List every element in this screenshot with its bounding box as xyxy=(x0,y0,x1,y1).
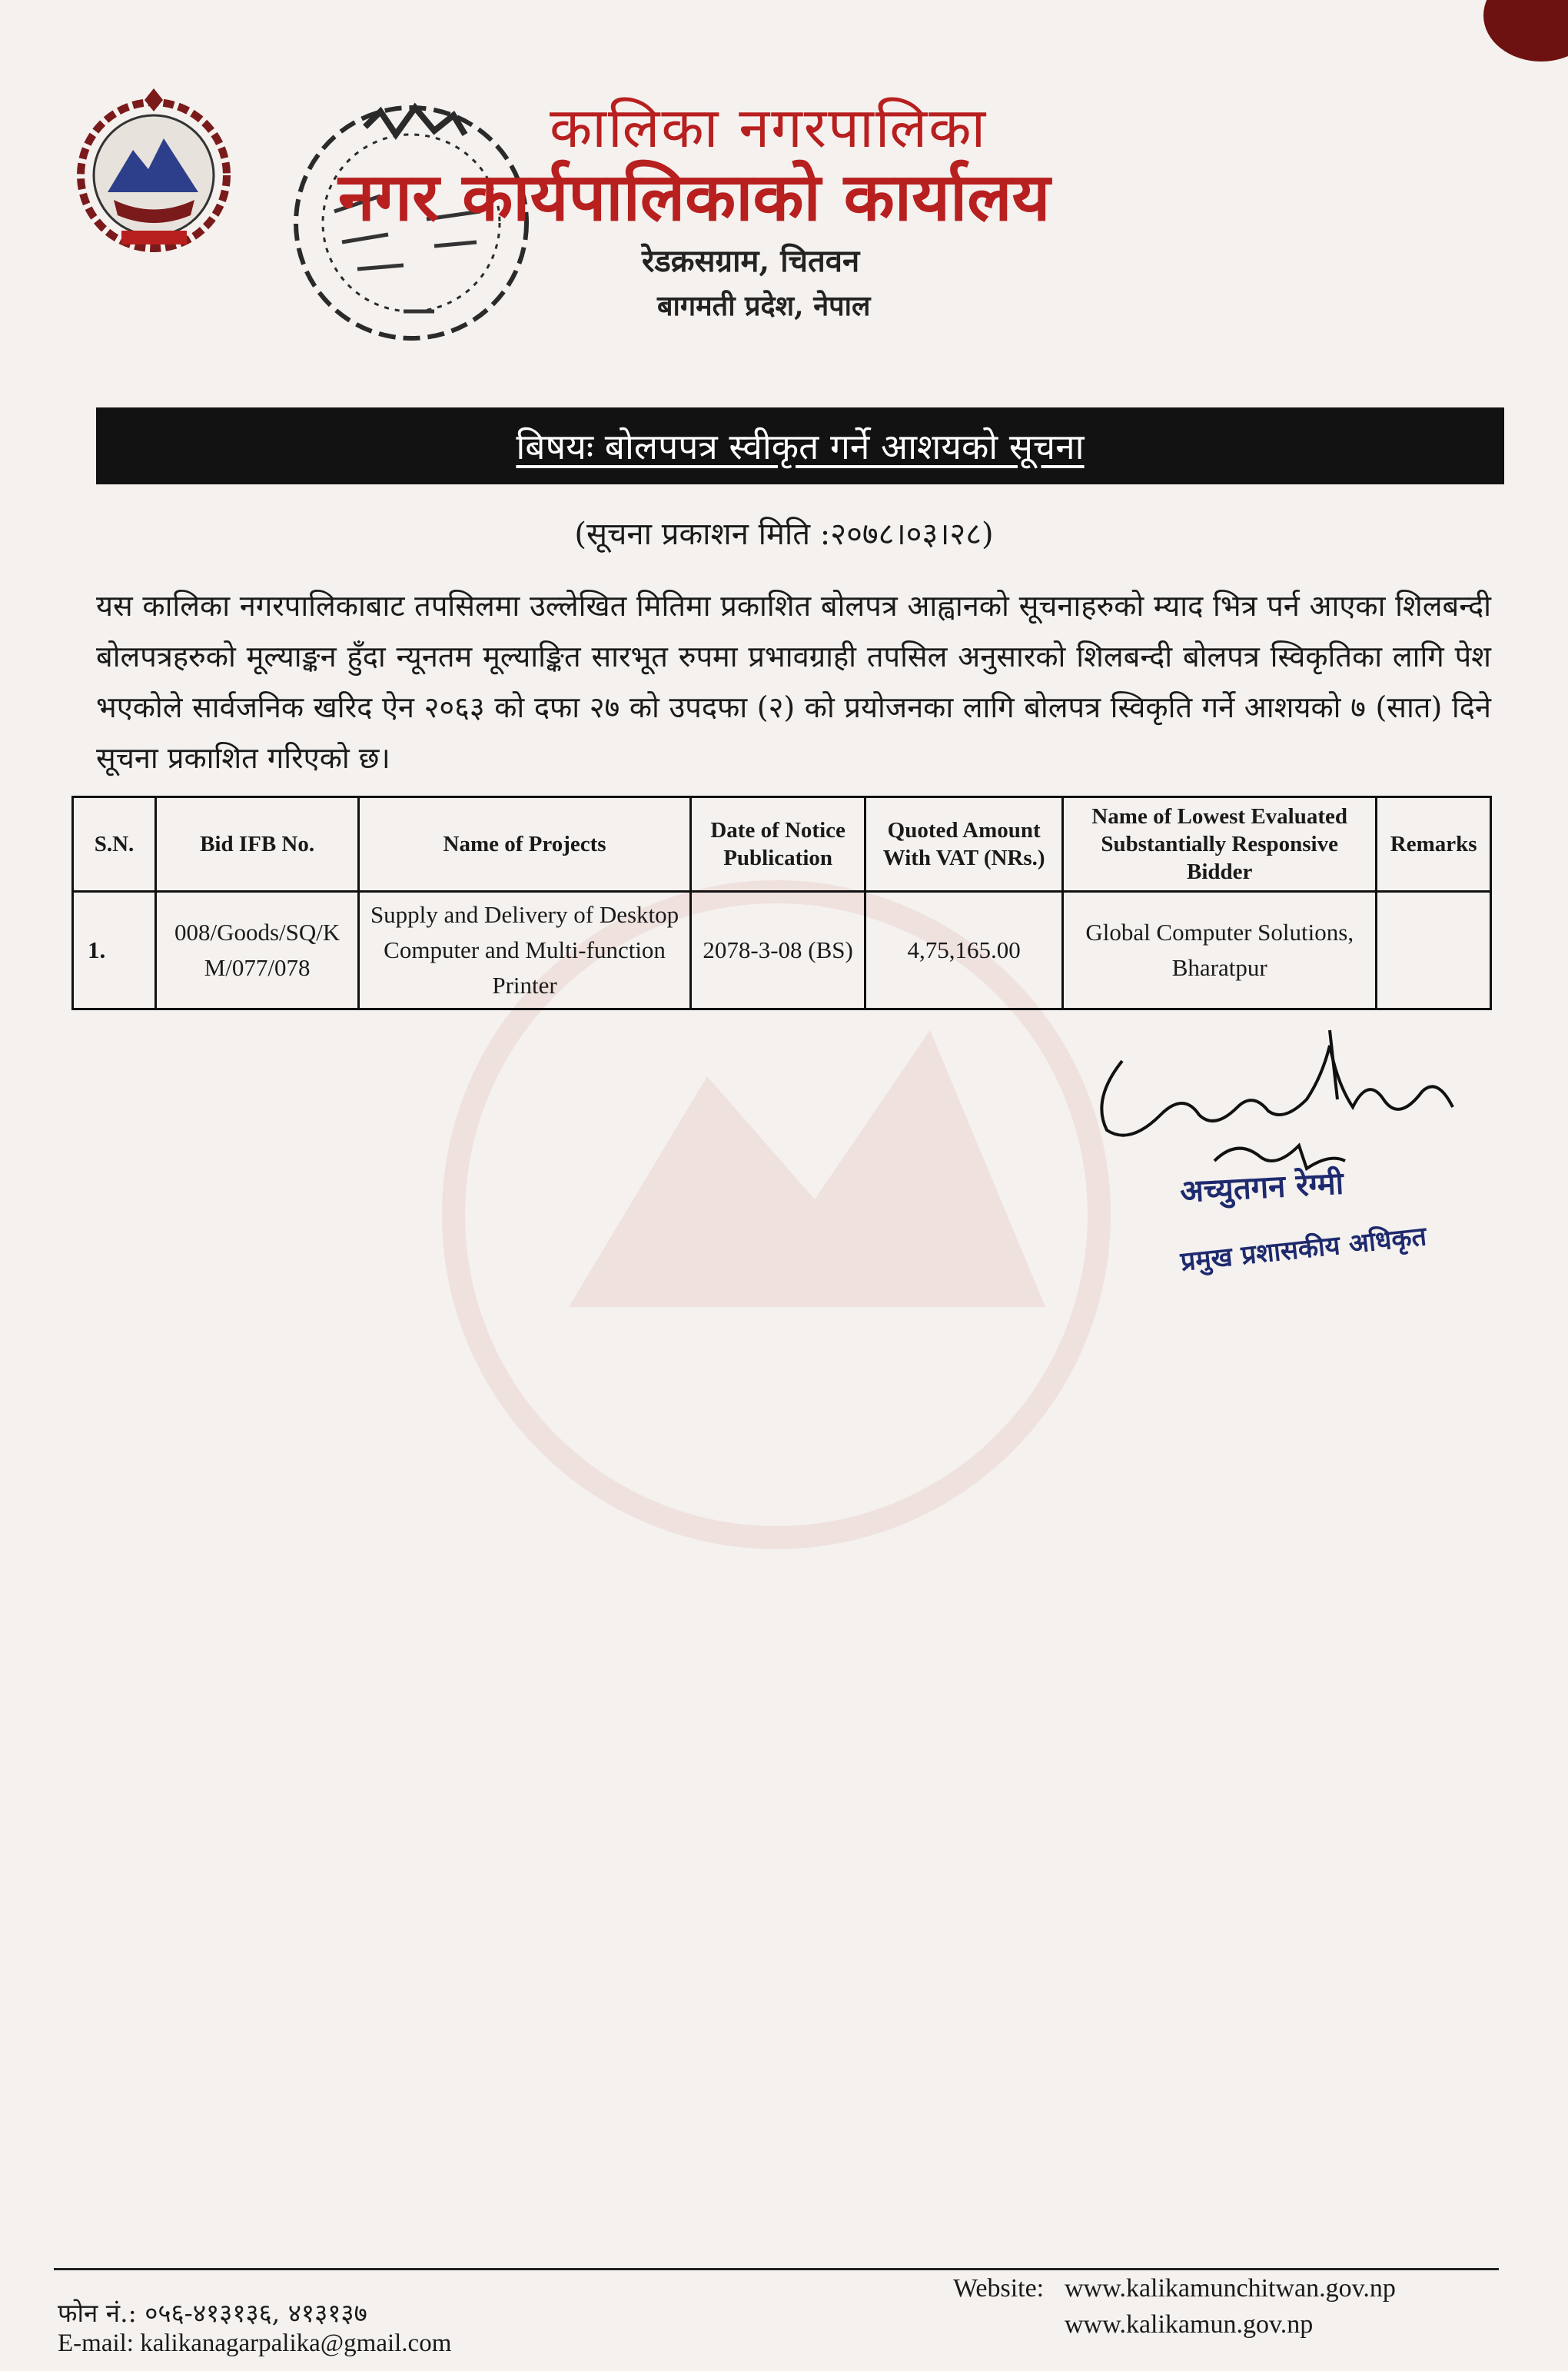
col-header-amount: Quoted Amount With VAT (NRs.) xyxy=(865,797,1063,892)
footer-email: E-mail: kalikanagarpalika@gmail.com xyxy=(58,2329,452,2357)
municipality-name: कालिका नगरपालिका xyxy=(550,95,988,160)
cell-amount: 4,75,165.00 xyxy=(865,892,1063,1009)
footer-website-2: www.kalikamun.gov.np xyxy=(1065,2310,1314,2339)
col-header-project: Name of Projects xyxy=(359,797,691,892)
cell-bidder: Global Computer Solutions, Bharatpur xyxy=(1063,892,1377,1009)
col-header-sn: S.N. xyxy=(73,797,156,892)
cell-bid-no: 008/Goods/SQ/KM/077/078 xyxy=(156,892,359,1009)
col-header-bidder: Name of Lowest Evaluated Substantially Responsive Bidder xyxy=(1063,797,1377,892)
subject-title: बिषयः बोलपपत्र स्वीकृत गर्ने आशयको सूचना xyxy=(516,426,1085,467)
col-header-remarks: Remarks xyxy=(1377,797,1491,892)
col-header-date: Date of Notice Publication xyxy=(690,797,865,892)
cell-sn: 1. xyxy=(73,892,156,1009)
footer-phone: फोन नं.: ०५६-४१३१३६, ४१३१३७ xyxy=(58,2298,367,2328)
office-title: नगर कार्यपालिकाको कार्यालय xyxy=(338,158,1051,236)
publication-date: (सूचना प्रकाशन मिति :२०७८।०३।२८) xyxy=(574,517,994,552)
table-row xyxy=(73,892,1491,1009)
footer-website-1: www.kalikamunchitwan.gov.np xyxy=(1065,2274,1396,2303)
bid-table xyxy=(71,796,1492,1010)
nepal-emblem-icon xyxy=(68,85,241,258)
footer-divider xyxy=(54,2268,1499,2270)
corner-mark xyxy=(1483,0,1568,62)
subject-bar xyxy=(96,407,1504,484)
notice-body: यस कालिका नगरपालिकाबाट तपसिलमा उल्लेखित मितिमा प्रकाशित बोलपत्र आह्वानको सूचनाहरुको म्याद भित्र पर्न आएका शिलबन्दी बोलपत्रहरुको मूल्याङ्कन हुँदा न्यूनतम मूल्याङ्कित सारभूत रुपमा प्रभावग्राही तपसिल अनुसारको शिलबन्दी बोलपत्र स्विकृतिका लागि पेश भएकोले सार्वजनिक खरिद ऐन २०६३ को दफा २७ को उपदफा (२) को प्रयोजनका लागि बोलपत्र स्विकृति गर्ने आशयको ७ (सात) दिने सूचना प्रकाशित गरिएको छ। xyxy=(96,589,1491,775)
office-province: बागमती प्रदेश, नेपाल xyxy=(657,290,871,322)
table-header-row xyxy=(73,797,1491,892)
cell-project: Supply and Delivery of Desktop Computer and Multi-function Printer xyxy=(359,892,691,1009)
col-header-bid-no: Bid IFB No. xyxy=(156,797,359,892)
cell-remarks xyxy=(1377,892,1491,1009)
signatory-title: प्रमुख प्रशासकीय अधिकृत xyxy=(1178,1221,1428,1278)
signatory-name: अच्युतगन रेग्मी xyxy=(1179,1165,1345,1210)
footer-website-label: Website: xyxy=(953,2274,1045,2303)
office-address: रेडक्रसग्राम, चितवन xyxy=(642,243,860,279)
cell-date: 2078-3-08 (BS) xyxy=(690,892,865,1009)
